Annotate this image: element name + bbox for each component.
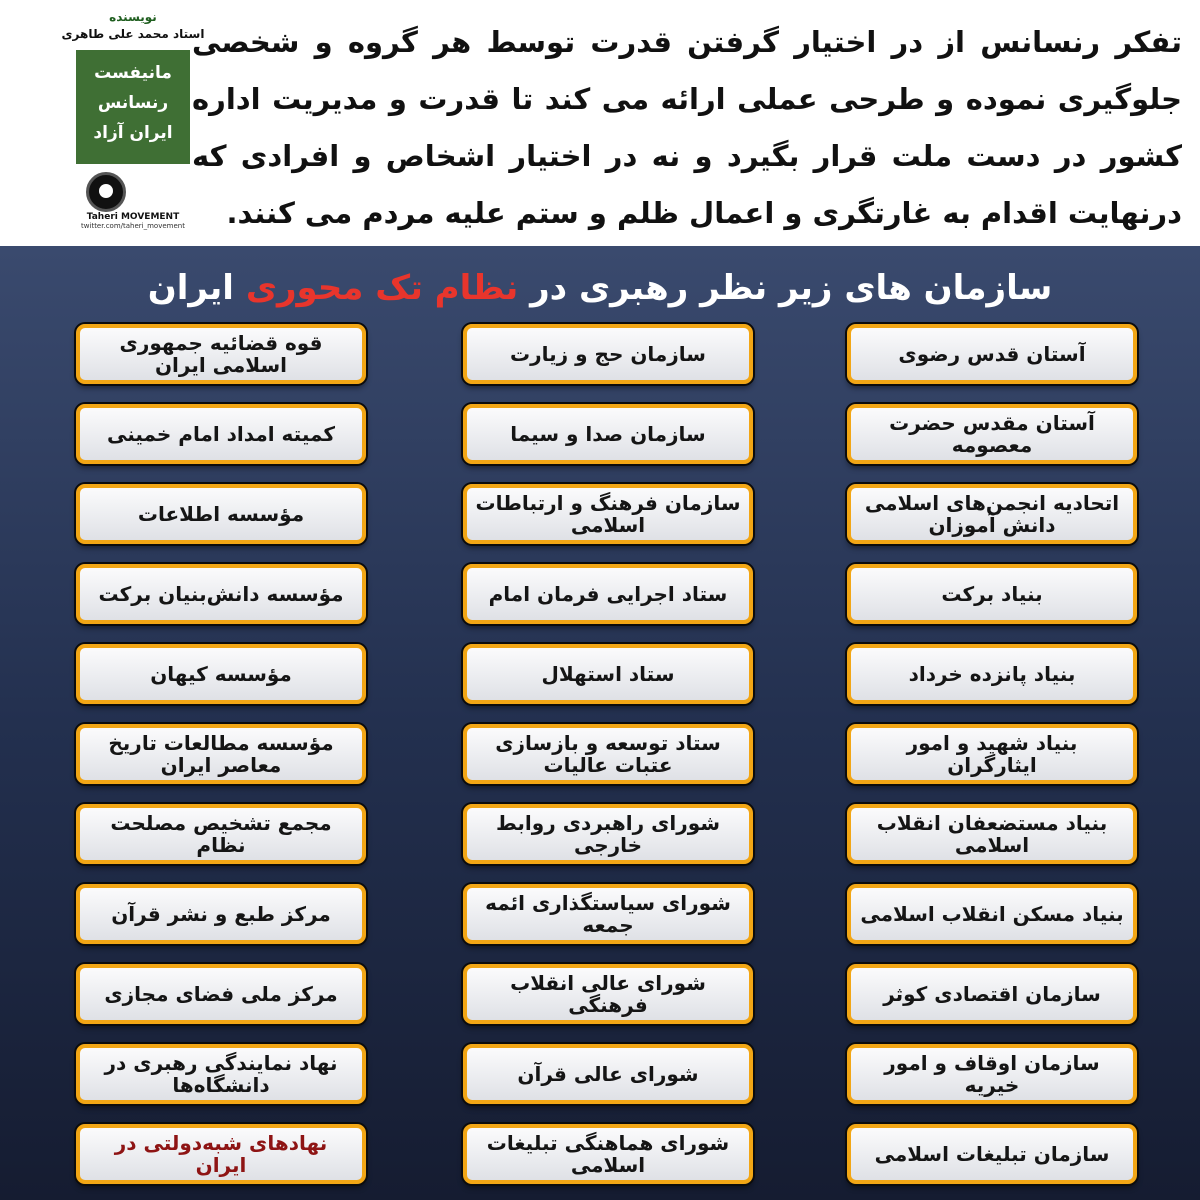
organization-card: سازمان اوقاف و امور خیریه xyxy=(847,1044,1137,1104)
header xyxy=(0,0,1200,246)
organizations-panel xyxy=(0,246,1200,1200)
organization-card: مؤسسه دانش‌بنیان برکت xyxy=(76,564,366,624)
main-title xyxy=(0,266,1200,310)
organization-card: سازمان حج و زیارت xyxy=(463,324,753,384)
title-part: سازمان های زیر نظر رهبری در xyxy=(530,268,1053,308)
organization-card: نهاد نمایندگی رهبری در دانشگاه‌ها xyxy=(76,1044,366,1104)
brand-block xyxy=(58,10,208,240)
organization-card: بنیاد برکت xyxy=(847,564,1137,624)
organization-card: آستان قدس رضوی xyxy=(847,324,1137,384)
organization-card: بنیاد پانزده خرداد xyxy=(847,644,1137,704)
manifest-line: رنسانس xyxy=(97,93,169,113)
organization-card: مؤسسه مطالعات تاریخ معاصر ایران xyxy=(76,724,366,784)
organization-card: قوه قضائیه جمهوری اسلامی ایران xyxy=(76,324,366,384)
organization-card: مجمع تشخیص مصلحت نظام xyxy=(76,804,366,864)
organization-card: ستاد استهلال xyxy=(463,644,753,704)
organization-card: بنیاد شهید و امور ایثارگران xyxy=(847,724,1137,784)
organization-card: مرکز ملی فضای مجازی xyxy=(76,964,366,1024)
organization-card: بنیاد مستضعفان انقلاب اسلامی xyxy=(847,804,1137,864)
organization-card: ستاد اجرایی فرمان امام xyxy=(463,564,753,624)
organization-card: شورای سیاستگذاری ائمه جمعه xyxy=(463,884,753,944)
organization-card: مؤسسه اطلاعات xyxy=(76,484,366,544)
organization-card: سازمان فرهنگ و ارتباطات اسلامی xyxy=(463,484,753,544)
organization-card: سازمان اقتصادی کوثر xyxy=(847,964,1137,1024)
manifest-line: ایران آزاد xyxy=(93,123,173,143)
intro-paragraph: تفکر رنسانس از در اختیار گرفتن قدرت توسط هر گروه و شخصی جلوگیری نموده و طرحی عملی ارائه می کند تا قدرت و مدیریت اداره کشور در دست ملت قرار بگیرد و نه در اختیار اشخاص و افرادی که درنهایت اقدام به غارتگری و اعمال ظلم و ستم علیه مردم می کنند. xyxy=(192,25,1182,230)
organization-card-highlight: نهادهای شبه‌دولتی در ایران xyxy=(76,1124,366,1184)
organization-card: آستان مقدس حضرت معصومه xyxy=(847,404,1137,464)
organization-card: مؤسسه کیهان xyxy=(76,644,366,704)
movement-logo-icon xyxy=(86,172,126,212)
organization-card: سازمان صدا و سیما xyxy=(463,404,753,464)
organization-card: شورای هماهنگی تبلیغات اسلامی xyxy=(463,1124,753,1184)
organization-card: مرکز طبع و نشر قرآن xyxy=(76,884,366,944)
organization-card: شورای عالی قرآن xyxy=(463,1044,753,1104)
author-name: استاد محمد علی طاهری xyxy=(61,27,205,41)
manifest-line: مانیفست xyxy=(94,63,172,83)
title-highlight: نظام تک محوری xyxy=(245,268,519,308)
logo-name: Taheri MOVEMENT xyxy=(86,212,180,222)
organization-card: شورای عالی انقلاب فرهنگی xyxy=(463,964,753,1024)
movement-logo xyxy=(68,172,198,228)
organization-card: بنیاد مسکن انقلاب اسلامی xyxy=(847,884,1137,944)
organization-card: شورای راهبردی روابط خارجی xyxy=(463,804,753,864)
organization-card: کمیته امداد امام خمینی xyxy=(76,404,366,464)
organization-card: اتحادیه انجمن‌های اسلامی دانش آموزان xyxy=(847,484,1137,544)
organization-card: ستاد توسعه و بازسازی عتبات عالیات xyxy=(463,724,753,784)
manifest-badge xyxy=(76,50,190,164)
logo-handle: twitter.com/taheri_movement xyxy=(81,222,185,230)
organization-card: سازمان تبلیغات اسلامی xyxy=(847,1124,1137,1184)
title-part: ایران xyxy=(147,268,234,308)
author-caption: نویسنده xyxy=(109,10,157,24)
